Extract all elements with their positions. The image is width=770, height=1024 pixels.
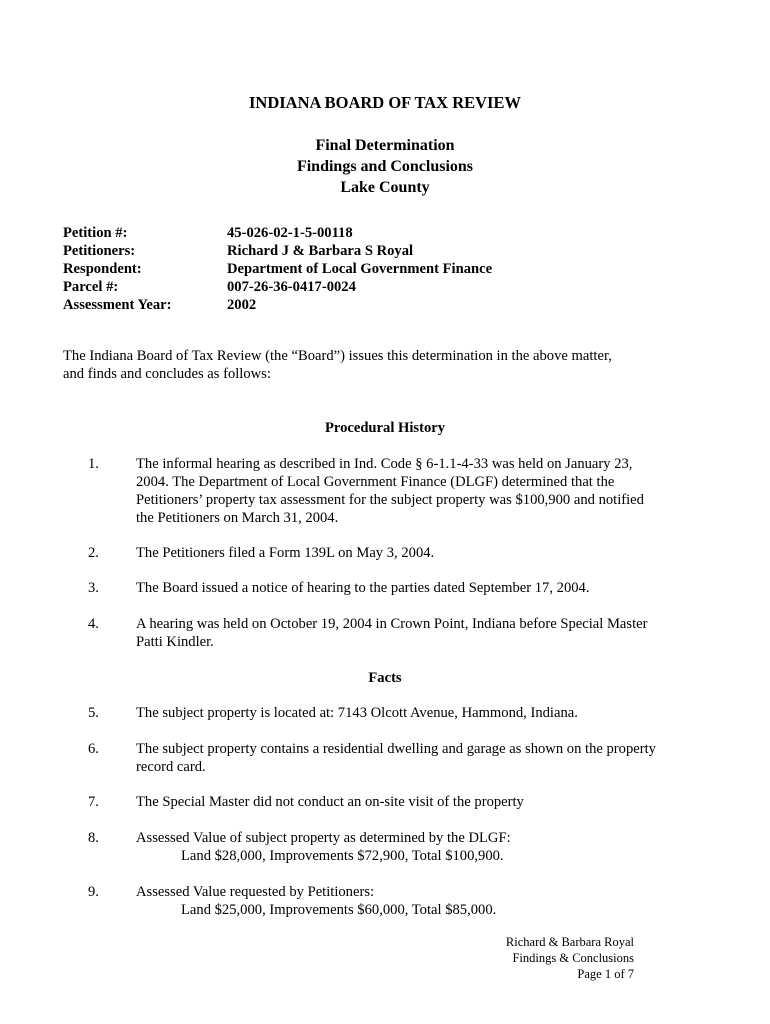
- footer-page-number: Page 1 of 7: [577, 967, 634, 981]
- item-number: 2.: [88, 545, 99, 561]
- meta-row-parcel: [63, 278, 492, 296]
- document-title: INDIANA BOARD OF TAX REVIEW: [249, 93, 521, 112]
- meta-value: 2002: [227, 297, 257, 313]
- meta-label: Assessment Year:: [63, 297, 172, 313]
- meta-label: Petition #:: [63, 225, 128, 241]
- item-line: 2004. The Department of Local Government Finance (DLGF) determined that the: [136, 474, 615, 490]
- meta-row-petitioners: [63, 242, 492, 260]
- item-line: The Board issued a notice of hearing to the parties dated September 17, 2004.: [136, 580, 590, 596]
- page-footer: [506, 934, 634, 982]
- item-line: The informal hearing as described in Ind. Code § 6-1.1-4-33 was held on January 23,: [136, 456, 633, 472]
- meta-value: Richard J & Barbara S Royal: [227, 243, 414, 259]
- item-line: Assessed Value of subject property as determined by the DLGF:: [136, 830, 511, 846]
- item-number: 5.: [88, 705, 99, 721]
- footer-party-name: Richard & Barbara Royal: [505, 935, 634, 949]
- meta-value: 45-026-02-1-5-00118: [227, 225, 353, 241]
- item-line: A hearing was held on October 19, 2004 in Crown Point, Indiana before Special Master: [136, 616, 648, 632]
- section-heading-procedural-history: Procedural History: [324, 420, 446, 436]
- intro-paragraph: [63, 347, 683, 383]
- footer-document-name: Findings & Conclusions: [512, 951, 634, 965]
- document-subtitle-county: Lake County: [340, 179, 430, 196]
- document-subtitle-final-determination: Final Determination: [315, 137, 455, 154]
- item-number: 1.: [88, 456, 99, 472]
- meta-label: Respondent:: [63, 261, 142, 277]
- item-text: [136, 544, 692, 562]
- case-metadata: [63, 224, 492, 314]
- meta-row-petition: [63, 224, 492, 242]
- item-text: [136, 793, 692, 811]
- meta-value: Department of Local Government Finance: [227, 261, 493, 277]
- item-number: 3.: [88, 580, 99, 596]
- meta-label: Petitioners:: [63, 243, 136, 259]
- item-number: 6.: [88, 741, 99, 757]
- item-number: 4.: [88, 616, 99, 632]
- item-number: 7.: [88, 794, 99, 810]
- item-text: [136, 740, 692, 776]
- item-number: 9.: [88, 884, 99, 900]
- item-line: The Special Master did not conduct an on-site visit of the property: [136, 794, 524, 810]
- item-text: [136, 579, 692, 597]
- item-text: [136, 455, 692, 527]
- meta-row-assessment-year: [63, 296, 492, 314]
- intro-line: and finds and concludes as follows:: [63, 366, 271, 382]
- meta-value: 007-26-36-0417-0024: [227, 279, 356, 295]
- meta-row-respondent: [63, 260, 492, 278]
- item-line: The subject property is located at: 7143 Olcott Avenue, Hammond, Indiana.: [136, 705, 578, 721]
- item-text: [136, 829, 692, 865]
- item-line: Assessed Value requested by Petitioners:: [136, 884, 375, 900]
- item-line: record card.: [136, 759, 206, 775]
- item-text: [136, 615, 692, 651]
- item-line: The subject property contains a residential dwelling and garage as shown on the property: [136, 741, 656, 757]
- item-text: [136, 883, 692, 919]
- item-line: The Petitioners filed a Form 139L on May 3, 2004.: [136, 545, 435, 561]
- item-line-indented: Land $28,000, Improvements $72,900, Total $100,900.: [181, 848, 504, 864]
- item-line: Patti Kindler.: [136, 634, 214, 650]
- item-line-indented: Land $25,000, Improvements $60,000, Total $85,000.: [181, 902, 497, 918]
- item-line: the Petitioners on March 31, 2004.: [136, 510, 339, 526]
- meta-label: Parcel #:: [63, 279, 119, 295]
- item-number: 8.: [88, 830, 99, 846]
- document-subtitle-findings: Findings and Conclusions: [296, 158, 474, 175]
- intro-line: The Indiana Board of Tax Review (the “Board”) issues this determination in the above matter,: [63, 348, 612, 364]
- item-line: Petitioners’ property tax assessment for the subject property was $100,900 and notified: [136, 492, 644, 508]
- section-heading-facts: Facts: [368, 670, 402, 686]
- item-text: [136, 704, 692, 722]
